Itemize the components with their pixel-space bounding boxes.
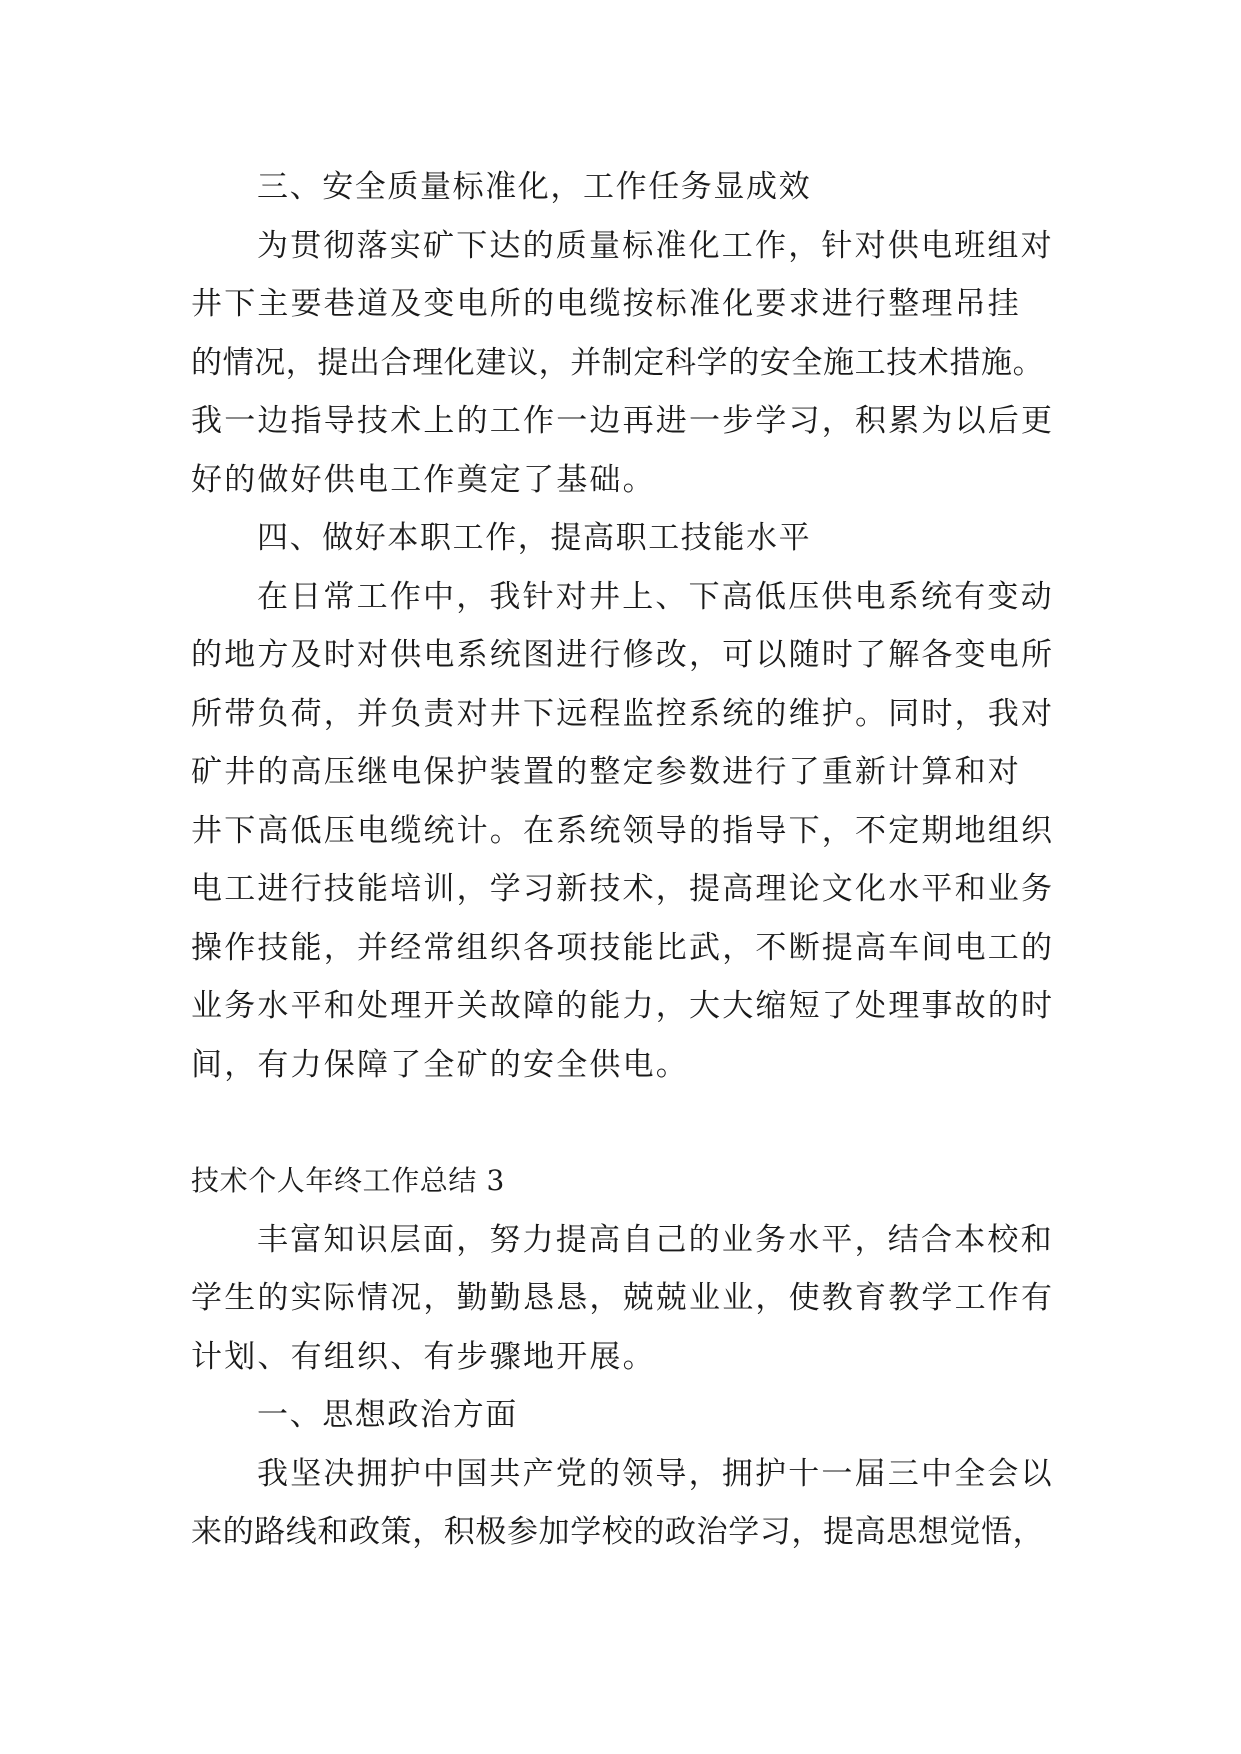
paragraph-line: 井下高低压电缆统计。在系统领导的指导下，不定期地组织 — [191, 812, 1055, 849]
paragraph-line: 丰富知识层面，努力提高自己的业务水平，结合本校和 — [257, 1221, 1054, 1258]
document-body — [191, 158, 1059, 1562]
paragraph-line: 井下主要巷道及变电所的电缆按标准化要求进行整理吊挂 — [191, 286, 1021, 322]
section-heading: 一、思想政治方面 — [257, 1397, 518, 1433]
paragraph-line: 间，有力保障了全矿的安全供电。 — [191, 1046, 689, 1083]
paragraph-line: 来的路线和政策，积极参加学校的政治学习，提高思想觉悟， — [191, 1514, 1045, 1550]
paragraph-line: 的地方及时对供电系统图进行修改，可以随时了解各变电所 — [191, 637, 1055, 673]
paragraph-line: 的情况，提出合理化建议，并制定科学的安全施工技术措施。 — [191, 344, 1045, 381]
summary-title: 技术个人年终工作总结 3 — [191, 1164, 505, 1197]
section-heading: 三、安全质量标准化，工作任务显成效 — [257, 169, 812, 205]
paragraph-line: 在日常工作中，我针对井上、下高低压供电系统有变动 — [257, 578, 1054, 615]
paragraph-line: 计划、有组织、有步骤地开展。 — [191, 1338, 656, 1375]
paragraph-line: 操作技能，并经常组织各项技能比武，不断提高车间电工的 — [191, 929, 1055, 966]
paragraph-line: 好的做好供电工作奠定了基础。 — [191, 461, 656, 498]
paragraph-line: 为贯彻落实矿下达的质量标准化工作，针对供电班组对 — [257, 227, 1054, 264]
paragraph-line: 业务水平和处理开关故障的能力，大大缩短了处理事故的时 — [191, 988, 1055, 1024]
paragraph-line: 矿井的高压继电保护装置的整定参数进行了重新计算和对 — [191, 754, 1021, 790]
paragraph-line: 我一边指导技术上的工作一边再进一步学习，积累为以后更 — [191, 403, 1055, 439]
section-heading: 四、做好本职工作，提高职工技能水平 — [257, 520, 812, 556]
paragraph-line: 学生的实际情况，勤勤恳恳，兢兢业业，使教育教学工作有 — [191, 1280, 1055, 1316]
paragraph-line: 所带负荷，并负责对井下远程监控系统的维护。同时，我对 — [191, 695, 1055, 732]
paragraph-line: 电工进行技能培训，学习新技术，提高理论文化水平和业务 — [191, 871, 1055, 907]
paragraph-line: 我坚决拥护中国共产党的领导，拥护十一届三中全会以 — [257, 1455, 1054, 1492]
